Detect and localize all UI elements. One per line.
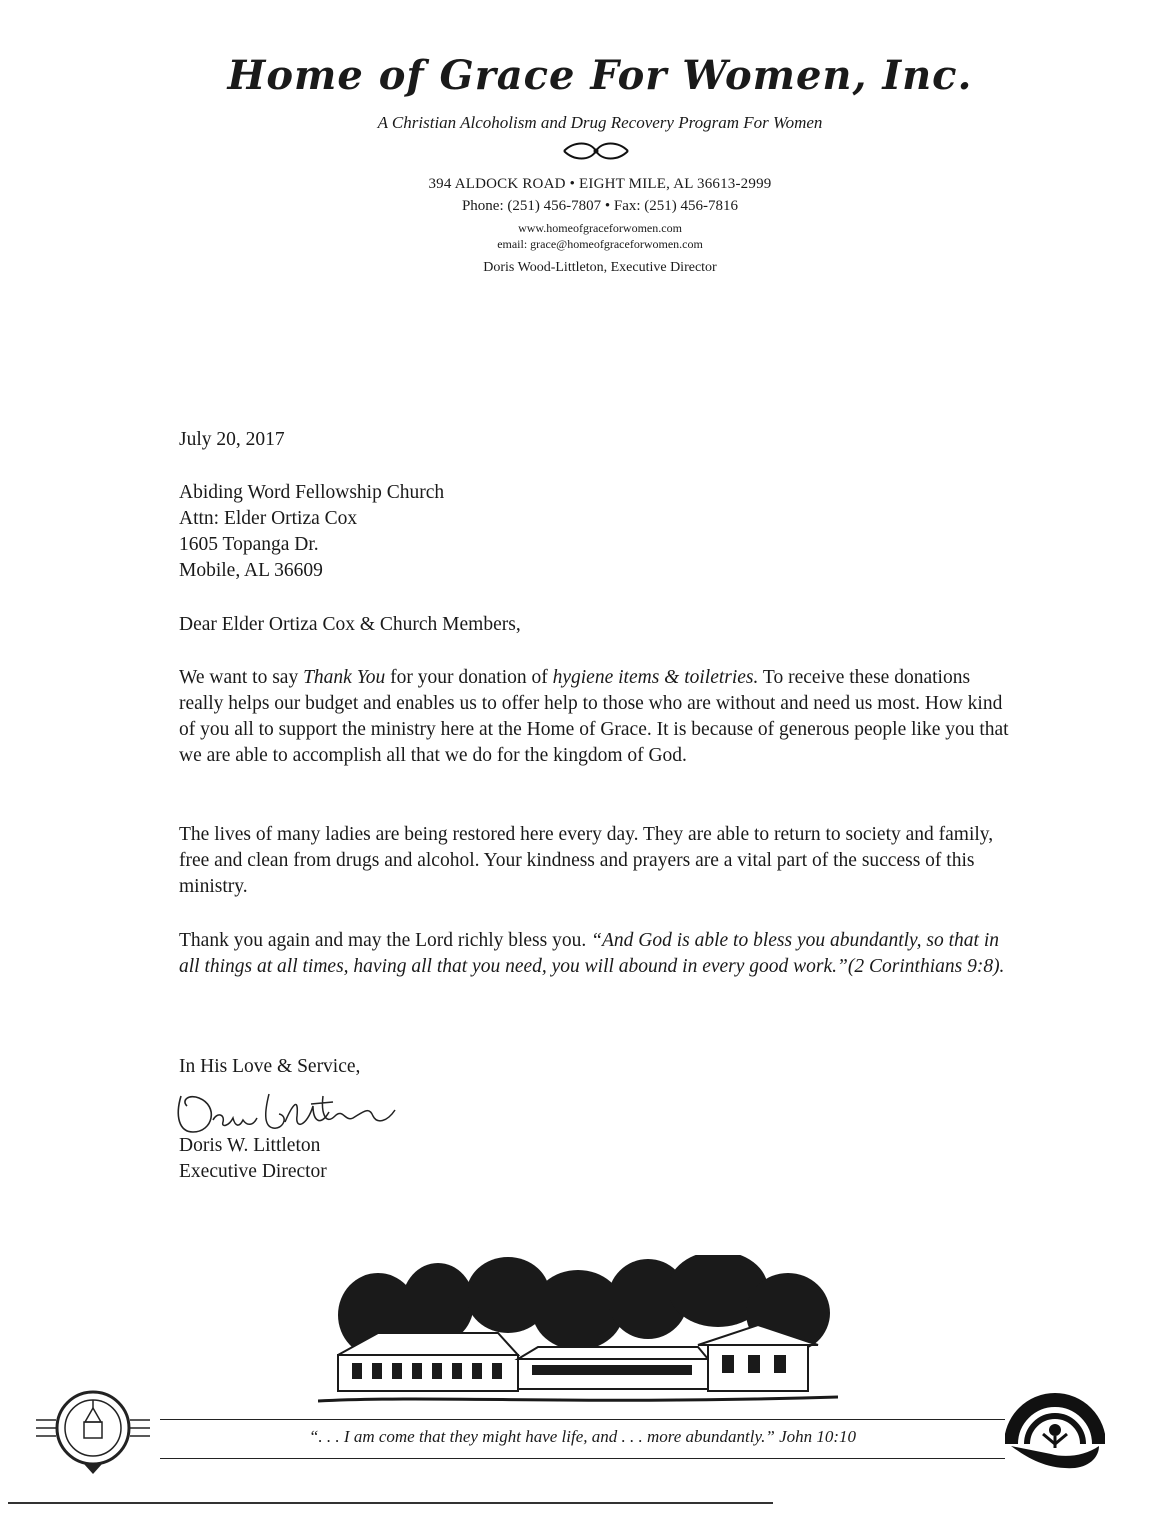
- para1-text: We want to say: [179, 667, 304, 688]
- paragraph-blessing: [179, 928, 1019, 980]
- email-line: email: grace@homeofgraceforwomen.com: [497, 237, 703, 251]
- home-of-grace-seal-icon: [34, 1380, 152, 1478]
- paragraph-thank-you: [179, 665, 1019, 769]
- recipient-line: Attn: Elder Ortiza Cox: [179, 508, 358, 529]
- paragraph-lives-restored: The lives of many ladies are being restored here every day. They are able to return to society and family, free and clean from drugs and alcohol. Your kindness and prayers are a vital part of the success of this ministry.: [179, 824, 994, 897]
- recipient-line: Abiding Word Fellowship Church: [179, 482, 445, 503]
- closing: In His Love & Service,: [179, 1056, 361, 1077]
- scripture-quote: “And God is able to bless you abundantly, so that in all things at all times, having all that you need, you will abound in every good work.”(2 Corinthians 9:8).: [179, 930, 1005, 977]
- organization-tagline: A Christian Alcoholism and Drug Recovery Program For Women: [377, 113, 823, 132]
- scroll-ornament-icon: [560, 140, 632, 162]
- organization-name: Home of Grace For Women, Inc.: [227, 52, 973, 99]
- salutation: Dear Elder Ortiza Cox & Church Members,: [179, 614, 521, 635]
- building-illustration: [318, 1255, 838, 1415]
- para1-text: To receive these donations really helps our budget and enables us to offer help to those who are without and need us most. How kind of you all to support the ministry here at the Home of Grace. It is because of generous people like you that we are able to accomplish all that we do for the kingdom of God.: [179, 667, 1009, 766]
- united-way-hand-logo-icon: [1005, 1384, 1105, 1474]
- letter-date: July 20, 2017: [179, 429, 285, 450]
- phone-fax-line: Phone: (251) 456-7807 • Fax: (251) 456-7816: [461, 198, 739, 214]
- signature-text: Doris Littleton: [173, 1086, 179, 1087]
- footer-quote: “. . . I am come that they might have life, and . . . more abundantly.” John 10:10: [308, 1427, 857, 1446]
- footer-divider: [160, 1419, 1005, 1420]
- recipient-line: 1605 Topanga Dr.: [179, 534, 319, 555]
- director-line: Doris Wood-Littleton, Executive Director: [483, 260, 717, 275]
- recipient-address: [179, 480, 1019, 584]
- para1-emphasis: hygiene items & toiletries.: [552, 667, 759, 688]
- footer-divider: [160, 1458, 1005, 1459]
- para1-text: for your donation of: [385, 667, 553, 688]
- signer-title: Executive Director: [179, 1161, 327, 1182]
- recipient-line: Mobile, AL 36609: [179, 560, 323, 581]
- website-line: www.homeofgraceforwomen.com: [518, 221, 682, 235]
- para3-text: Thank you again and may the Lord richly bless you.: [179, 930, 592, 951]
- signer-name: Doris W. Littleton: [179, 1135, 321, 1156]
- page-bottom-rule: [8, 1502, 773, 1504]
- address-line: 394 ALDOCK ROAD • EIGHT MILE, AL 36613-2999: [428, 176, 772, 192]
- para1-emphasis: Thank You: [303, 667, 386, 688]
